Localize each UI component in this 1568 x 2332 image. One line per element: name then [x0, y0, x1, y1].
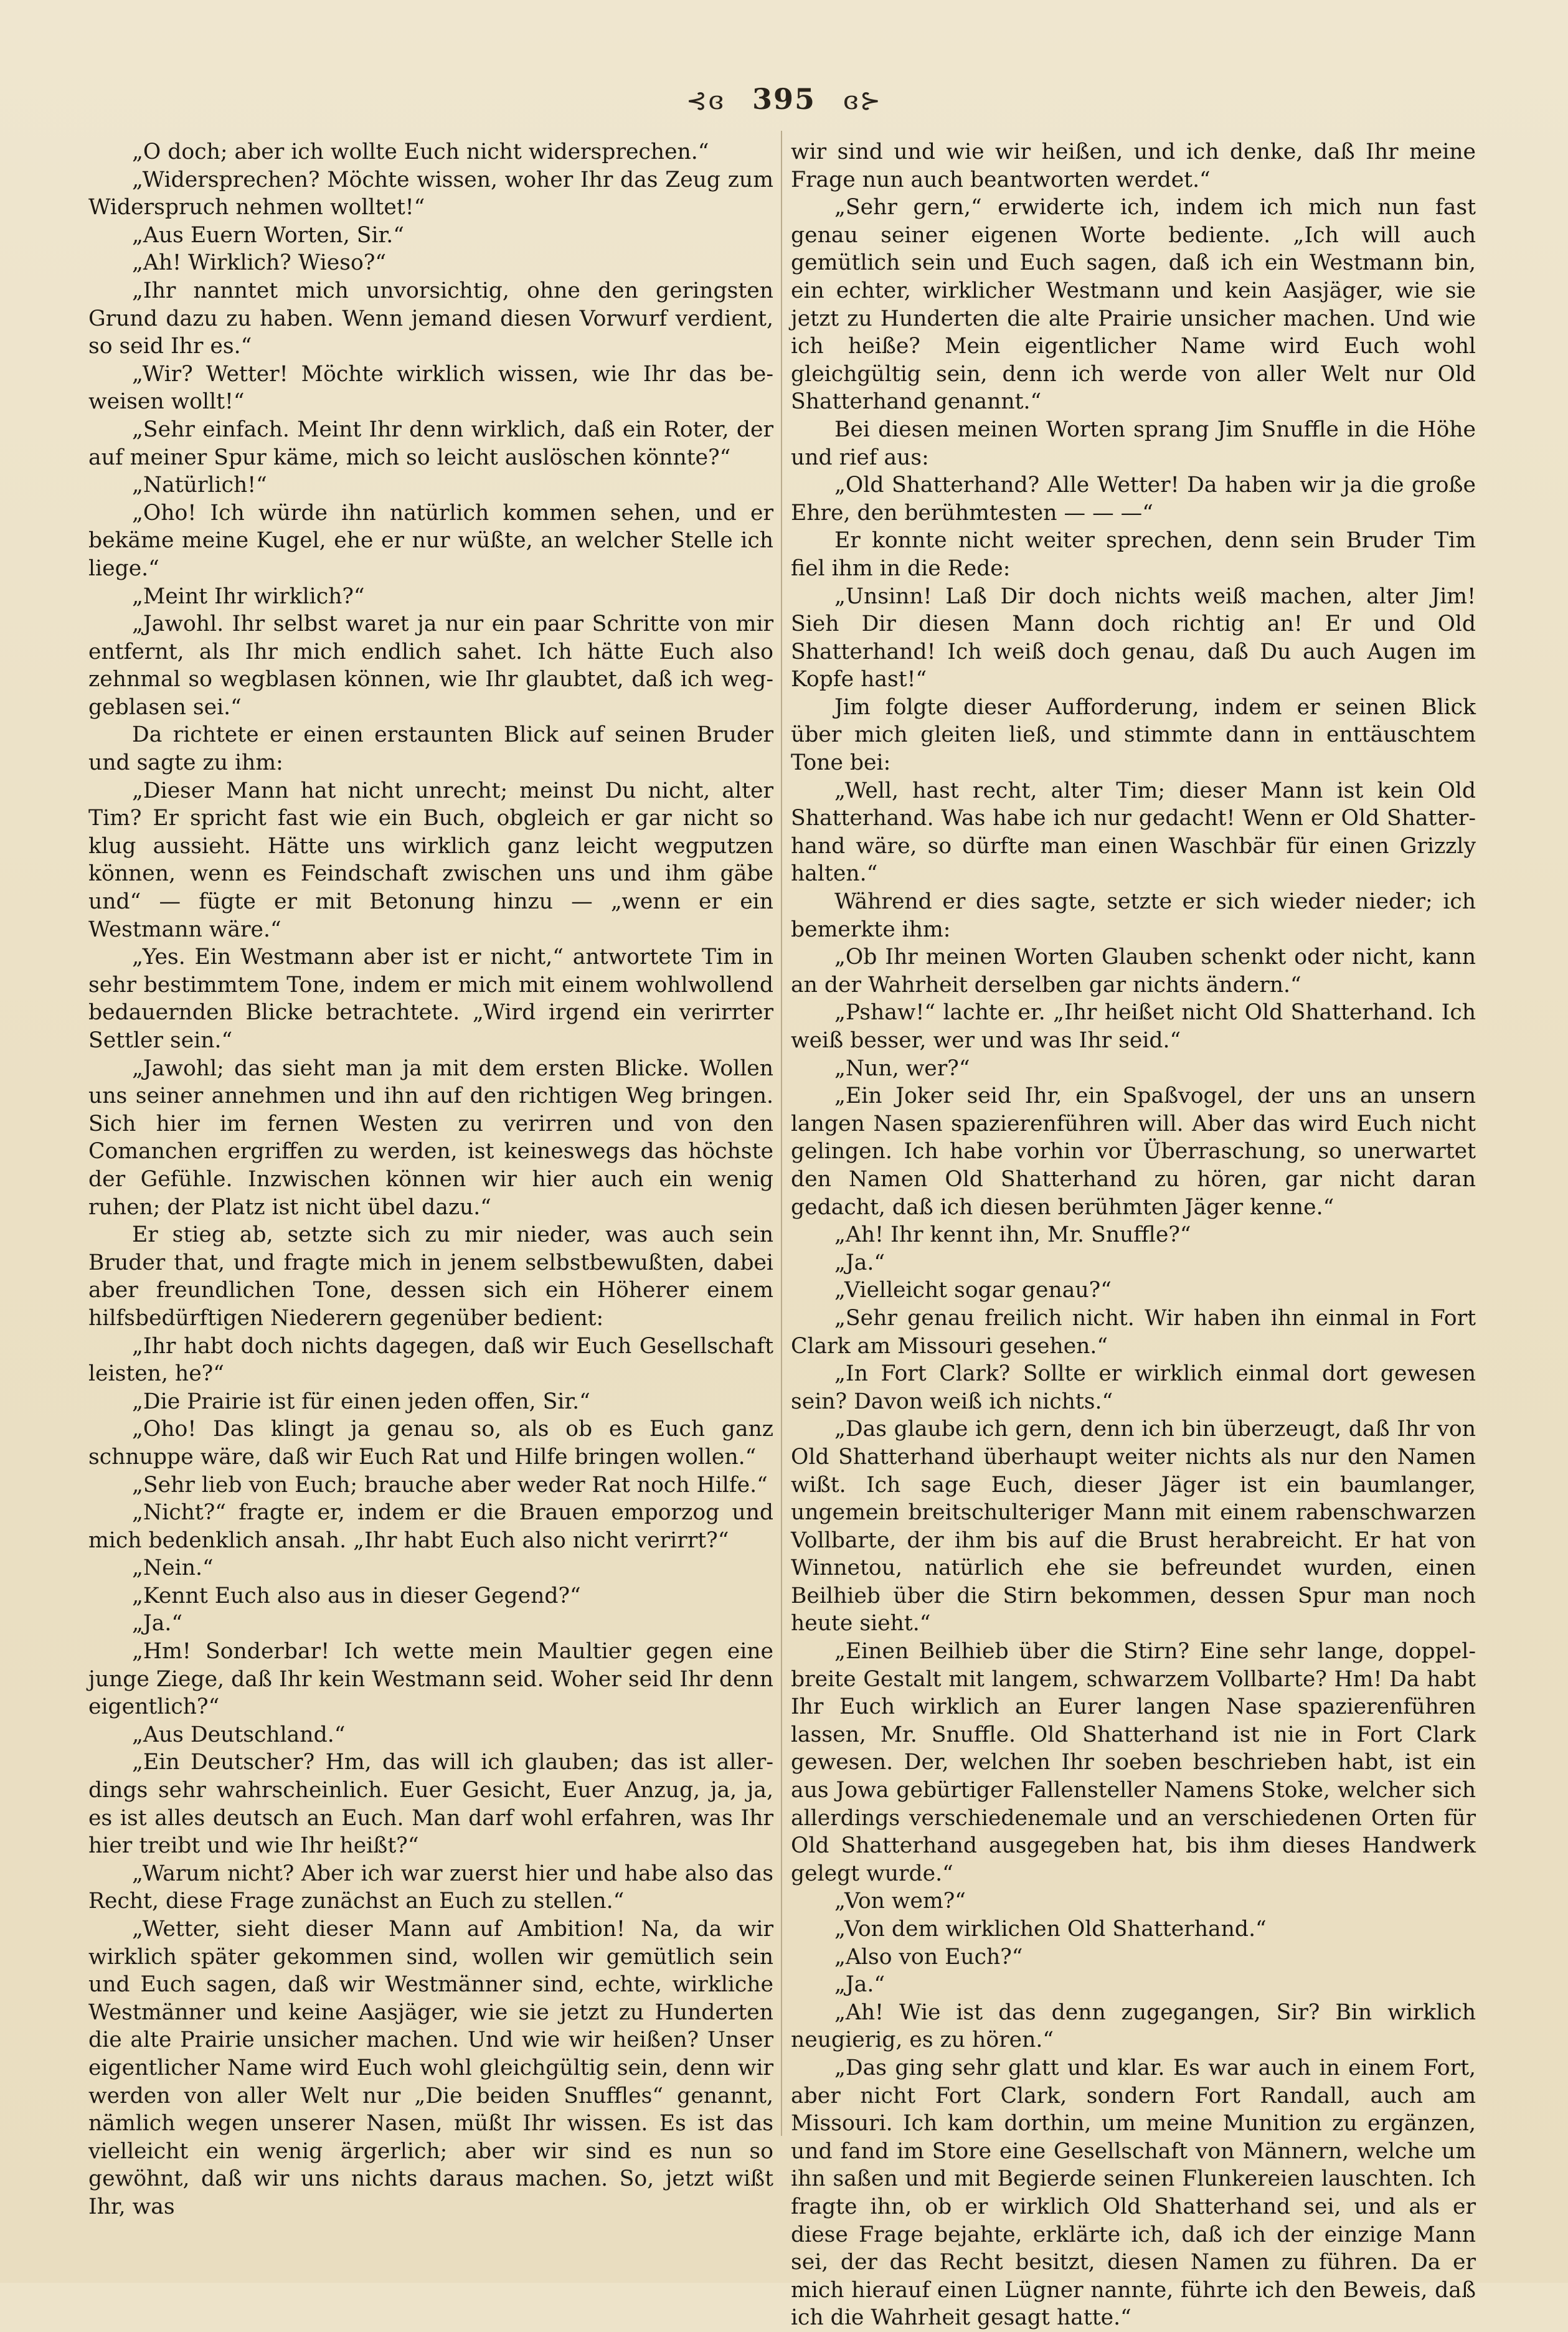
paragraph: „Ob Ihr meinen Worten Glauben schenkt oder nicht, kann an der Wahrheit derselben gar nichts ändern.“ [791, 945, 1476, 998]
paragraph: „Ja.“ [834, 1250, 886, 1275]
paragraph: „Ein Deutscher? Hm, das will ich glauben; das ist allerdings sehr wahrscheinlich. Euer Gesicht, Euer Anzug, ja, ja, es ist alles deutsch an Euch. Man darf wohl erfahren, was Ihr hier treibt und wie Ihr heißt?“ [88, 1750, 773, 1859]
paragraph: „Meint Ihr wirklich?“ [132, 583, 365, 609]
paragraph: Während er dies sagte, setzte er sich wieder nieder; ich bemerkte ihm: [791, 889, 1476, 942]
paragraph: „Nun, wer?“ [834, 1055, 970, 1081]
column-divider [781, 131, 782, 2136]
paragraph: „Wetter, sieht dieser Mann auf Ambition! Na, da wir wirklich später gekommen sind, wollen wir gemütlich sein und Euch sagen, daß wir Westmänner sind, echte, wirkliche Westmänner und keine Aasjäger, wie sie jetzt zu Hunderten die alte Prairie unsicher machen. Und wie wir heißen? Unser eigentlicher Name wird Euch wohl gleichgültig sein, denn wir werden von aller Welt nur „Die beiden Snuffles“ genannt, nämlich wegen unserer Nasen, müßt Ihr wissen. Es ist das vielleicht ein wenig ärgerlich; aber wir sind es nun so gewöhnt, daß wir uns nichts daraus machen. So, jetzt wißt Ihr, was [88, 1917, 773, 2219]
paragraph: „Sehr einfach. Meint Ihr denn wirklich, daß ein Roter, der auf meiner Spur käme, mich so leicht auslöschen könnte?“ [88, 417, 773, 470]
paragraph: „Ja.“ [132, 1611, 183, 1636]
right-column [791, 138, 1476, 2332]
paragraph: „Von dem wirklichen Old Shatterhand.“ [834, 1917, 1267, 1942]
paragraph: „Nein.“ [132, 1555, 214, 1581]
right-ornament: ɞ⊱ [843, 87, 882, 115]
paragraph: „Ah! Wirklich? Wieso?“ [132, 250, 387, 276]
paragraph: „Widersprechen? Möchte wissen, woher Ihr das Zeug zum Widerspruch nehmen wolltet!“ [88, 167, 773, 220]
paragraph: „Yes. Ein Westmann aber ist er nicht,“ antwortete Tim in sehr bestimmtem Tone, indem er mich mit einem wohlwollend bedauernden Blicke betrachtete. „Wird irgend ein verirrter Settler sein.“ [88, 945, 773, 1053]
paragraph: „Ihr nanntet mich unvorsichtig, ohne den geringsten Grund dazu zu haben. Wenn jemand diesen Vorwurf verdient, so seid Ihr es.“ [88, 278, 773, 359]
paragraph: „Pshaw!“ lachte er. „Ihr heißet nicht Old Shatterhand. Ich weiß besser, wer und was Ihr seid.“ [791, 1000, 1476, 1053]
paragraph: „Oho! Ich würde ihn natürlich kommen sehen, und er bekäme meine Kugel, ehe er nur wüßte, an welcher Stelle ich liege.“ [88, 500, 773, 581]
paragraph: „Ah! Wie ist das denn zugegangen, Sir? Bin wirklich neugierig, es zu hören.“ [791, 1999, 1476, 2053]
paragraph: „Die Prairie ist für einen jeden offen, Sir.“ [132, 1389, 590, 1414]
paragraph: „Wir? Wetter! Möchte wirklich wissen, wie Ihr das beweisen wollt!“ [88, 361, 773, 415]
paragraph: „Oho! Das klingt ja genau so, als ob es Euch ganz schnuppe wäre, daß wir Euch Rat und Hilfe bringen wollen.“ [88, 1417, 773, 1470]
paragraph: „Nicht?“ fragte er, indem er die Brauen emporzog und mich bedenklich ansah. „Ihr habt Euch also nicht verirrt?“ [88, 1500, 773, 1553]
paragraph: Jim folgte dieser Aufforderung, indem er seinen Blick über mich gleiten ließ, und stimmte dann in enttäuschtem Tone bei: [791, 694, 1476, 776]
paragraph: Er stieg ab, setzte sich zu mir nieder, was auch sein Bruder that, und fragte mich in jenem selbstbewußten, dabei aber freundlichen Tone, dessen sich ein Höherer einem hilfsbedürftigen Niederern gegenüber bedient: [88, 1222, 773, 1331]
paragraph: „Ihr habt doch nichts dagegen, daß wir Euch Gesellschaft leisten, he?“ [88, 1333, 773, 1387]
paragraph: „Old Shatterhand? Alle Wetter! Da haben wir ja die große Ehre, den berühmtesten — — —“ [791, 473, 1476, 526]
paragraph: „Unsinn! Laß Dir doch nichts weiß machen, alter Jim! Sieh Dir diesen Mann doch richtig an! Er und Old Shatterhand! Ich weiß doch genau, daß Du auch Augen im Kopfe hast!“ [791, 583, 1476, 692]
paragraph: „Das ging sehr glatt und klar. Es war auch in einem Fort, aber nicht Fort Clark, sondern Fort Randall, auch am Missouri. Ich kam dorthin, um meine Munition zu ergänzen, und fand im Store eine Gesellschaft von Männern, welche um ihn saßen und mit Begierde seinen Flunkereien lauschten. Ich fragte ihn, ob er wirklich Old Shatterhand sei, und als er diese Frage bejahte, erklärte ich, daß ich der einzige Mann sei, der das Recht besitzt, diesen Namen zu führen. Da er mich hierauf einen Lügner nannte, führte ich den Beweis, daß ich die Wahrheit gesagt hatte.“ [791, 2055, 1476, 2331]
paragraph: „Dieser Mann hat nicht unrecht; meinst Du nicht, alter Tim? Er spricht fast wie ein Buch, obgleich er gar nicht so klug aussieht. Hätte uns wirklich ganz leicht wegputzen können, wenn es Feindschaft zwischen uns und ihm gäbe und“ — fügte er mit Betonung hinzu — „wenn er ein Westmann wäre.“ [88, 778, 773, 942]
page-header [0, 82, 1568, 116]
paragraph: „Jawohl; das sieht man ja mit dem ersten Blicke. Wollen uns seiner annehmen und ihn auf den richtigen Weg bringen. Sich hier im fernen Westen zu verirren und von den Comanchen ergriffen zu werden, ist keineswegs das höchste der Gefühle. Inzwischen können wir hier auch ein wenig ruhen; der Platz ist nicht übel dazu.“ [88, 1055, 773, 1220]
paragraph: „Kennt Euch also aus in dieser Gegend?“ [132, 1583, 581, 1608]
paragraph: wir sind und wie wir heißen, und ich denke, daß Ihr meine Frage nun auch beantworten werdet.“ [791, 139, 1476, 192]
paragraph: „Sehr genau freilich nicht. Wir haben ihn einmal in Fort Clark am Missouri gesehen.“ [791, 1305, 1476, 1359]
paragraph: „Jawohl. Ihr selbst waret ja nur ein paar Schritte von mir entfernt, als Ihr mich endlich sahet. Ich hätte Euch also zehnmal so wegblasen können, wie Ihr glaubtet, daß ich weggeblasen sei.“ [88, 611, 773, 720]
paragraph: Bei diesen meinen Worten sprang Jim Snuffle in die Höhe und rief aus: [791, 417, 1476, 470]
paragraph: Da richtete er einen erstaunten Blick auf seinen Bruder und sagte zu ihm: [88, 722, 773, 776]
paragraph: „Also von Euch?“ [834, 1944, 1023, 1970]
paragraph: „In Fort Clark? Sollte er wirklich einmal dort gewesen sein? Davon weiß ich nichts.“ [791, 1361, 1476, 1414]
paragraph: „Ja.“ [834, 1972, 886, 1998]
paragraph: „Aus Deutschland.“ [132, 1722, 346, 1747]
paragraph: „Natürlich!“ [132, 473, 267, 498]
paragraph: „Sehr lieb von Euch; brauche aber weder Rat noch Hilfe.“ [132, 1472, 768, 1498]
paragraph: „Aus Euern Worten, Sir.“ [132, 222, 404, 248]
paragraph: „Hm! Sonderbar! Ich wette mein Maultier gegen eine junge Ziege, daß Ihr kein Westmann seid. Woher seid Ihr denn eigentlich?“ [88, 1639, 773, 1720]
paragraph: „O doch; aber ich wollte Euch nicht widersprechen.“ [132, 139, 709, 164]
paragraph: „Sehr gern,“ erwiderte ich, indem ich mich nun fast genau seiner eigenen Worte bediente. „Ich will auch gemütlich sein und Euch sagen, daß ich ein Westmann bin, ein echter, wirklicher Westmann und kein Aasjäger, wie sie jetzt zu Hunderten die alte Prairie unsicher machen. Und wie ich heiße? Mein eigentlicher Name wird Euch wohl gleichgültig sein, denn ich werde von aller Welt nur Old Shatterhand genannt.“ [791, 195, 1476, 415]
left-column [88, 138, 773, 2221]
paragraph: „Das glaube ich gern, denn ich bin überzeugt, daß Ihr von Old Shatterhand überhaupt weiter nichts als nur den Namen wißt. Ich sage Euch, dieser Jäger ist ein baumlanger, ungemein breitschulteriger Mann mit einem rabenschwarzen Vollbarte, der ihm bis auf die Brust herabreicht. Er hat von Winnetou, natürlich ehe sie befreundet wurden, einen Beilhieb über die Stirn bekommen, dessen Spur man noch heute sieht.“ [791, 1417, 1476, 1636]
paragraph: Er konnte nicht weiter sprechen, denn sein Bruder Tim fiel ihm in die Rede: [791, 528, 1476, 581]
paragraph: „Vielleicht sogar genau?“ [834, 1278, 1112, 1303]
left-ornament: ⊰ɞ [686, 87, 725, 115]
paragraph: „Ah! Ihr kennt ihn, Mr. Snuffle?“ [834, 1222, 1191, 1248]
paragraph: „Well, hast recht, alter Tim; dieser Mann ist kein Old Shatterhand. Was habe ich nur gedacht! Wenn er Old Shatterhand wäre, so dürfte man einen Waschbär für einen Grizzly halten.“ [791, 778, 1476, 887]
paragraph: „Einen Beilhieb über die Stirn? Eine sehr lange, doppelbreite Gestalt mit langem, schwarzem Vollbarte? Hm! Da habt Ihr Euch wirklich an Eurer langen Nase spazierenführen lassen, Mr. Snuffle. Old Shatterhand ist nie in Fort Clark gewesen. Der, welchen Ihr soeben beschrieben habt, ist ein aus Jowa gebürtiger Fallensteller Namens Stoke, welcher sich allerdings verschiedenemale und an verschiedenen Orten für Old Shatterhand ausgegeben hat, bis ihm dieses Handwerk gelegt wurde.“ [791, 1639, 1476, 1886]
page-number: 395 [752, 82, 816, 116]
paragraph: „Von wem?“ [834, 1889, 966, 1914]
paragraph: „Ein Joker seid Ihr, ein Spaßvogel, der uns an unsern langen Nasen spazierenführen will. Aber das wird Euch nicht gelingen. Ich habe vorhin vor Überraschung, so unerwartet den Namen Old Shatterhand zu hören, gar nicht daran gedacht, daß ich diesen berühmten Jäger kenne.“ [791, 1083, 1476, 1220]
paragraph: „Warum nicht? Aber ich war zuerst hier und habe also das Recht, diese Frage zunächst an Euch zu stellen.“ [88, 1861, 773, 1914]
